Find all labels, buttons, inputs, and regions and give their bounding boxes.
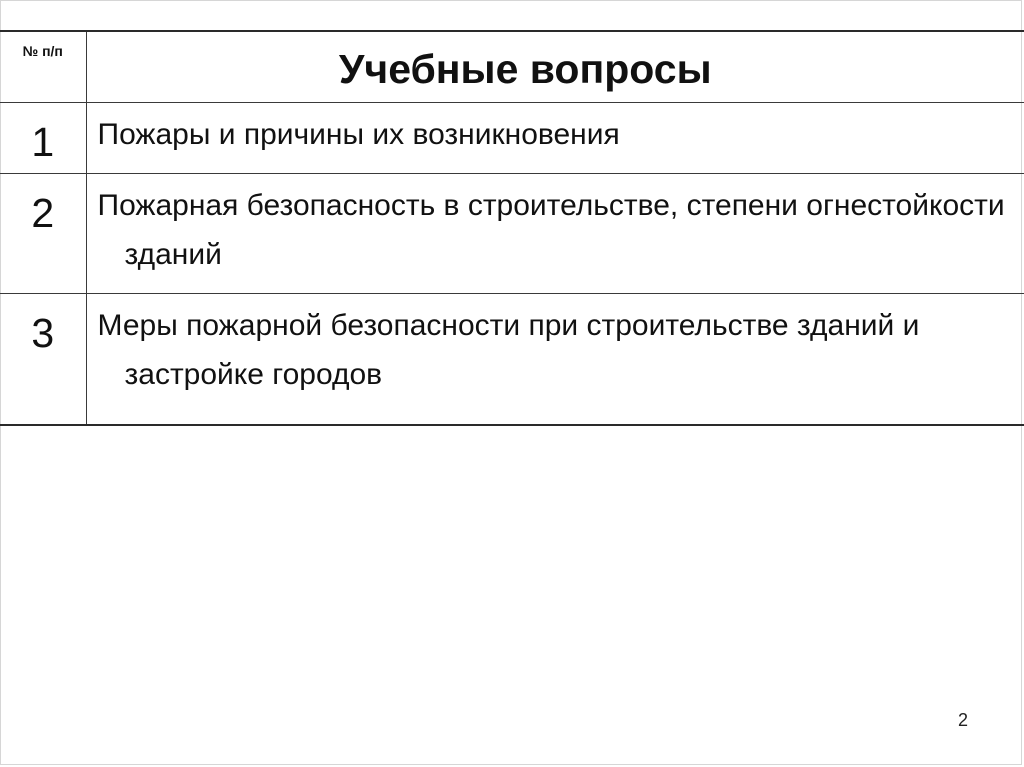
table-row bbox=[0, 173, 1024, 293]
row-number: 2 bbox=[31, 189, 55, 236]
row-text-cell bbox=[86, 102, 1024, 173]
row-text-cell bbox=[86, 173, 1024, 293]
page-number: 2 bbox=[957, 710, 968, 730]
row-number-cell bbox=[0, 173, 86, 293]
table-title: Учебные вопросы bbox=[338, 46, 712, 92]
row-number-cell bbox=[0, 102, 86, 173]
row-number: 1 bbox=[31, 118, 55, 165]
row-number: 3 bbox=[31, 310, 55, 357]
number-column-header: № п/п bbox=[22, 43, 63, 59]
row-text: Пожары и причины их возникновения bbox=[97, 117, 620, 151]
row-text-cell bbox=[86, 294, 1024, 425]
title-header-cell bbox=[86, 31, 1024, 102]
questions-table bbox=[0, 30, 1024, 426]
table-header-row bbox=[0, 31, 1024, 102]
row-text: Меры пожарной безопасности при строительстве зданий и застройке городов bbox=[97, 309, 920, 392]
number-header-cell bbox=[0, 31, 86, 102]
table-row bbox=[0, 102, 1024, 173]
row-text: Пожарная безопасность в строительстве, степени огнестойкости зданий bbox=[97, 188, 1005, 271]
row-number-cell bbox=[0, 294, 86, 425]
table-row bbox=[0, 294, 1024, 425]
